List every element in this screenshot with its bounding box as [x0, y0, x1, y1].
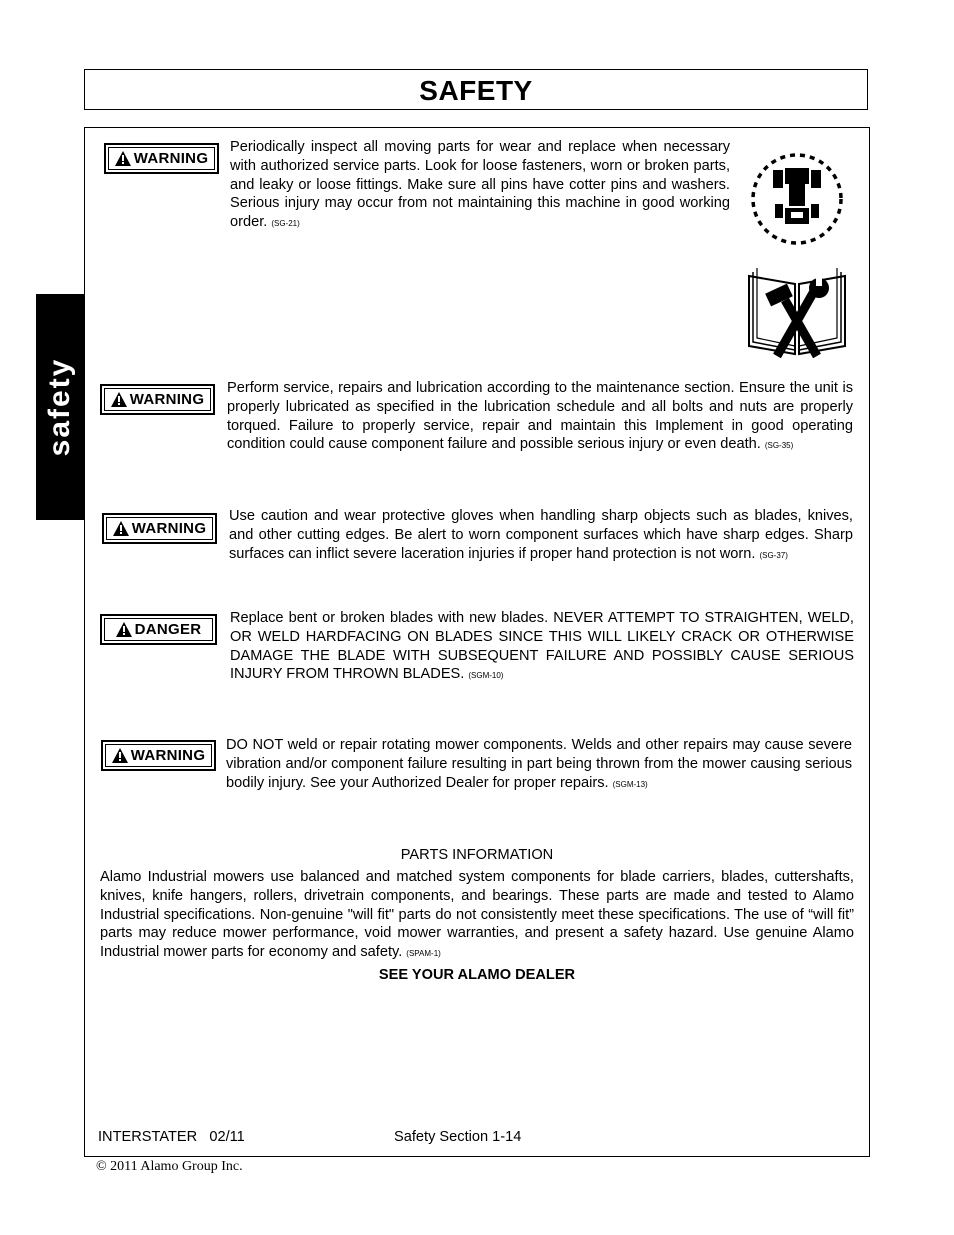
warning-label-text: WARNING [133, 150, 209, 167]
warning-label-text: WARNING [131, 520, 207, 537]
warning-label-1 [104, 143, 219, 174]
danger-text: Replace bent or broken blades with new blades. NEVER ATTEMPT TO STRAIGHTEN, WELD, OR WELD HARDFACING ON BLADES SINCE THIS WILL LIKELY CRACK OR OTHERWISE DAMAGE THE BLADE WITH SUBSEQUENT FAILURE AND POSSIBLY CAUSE SERIOUS INJURY FROM THROWN BLADES. (SGM-10) [230, 610, 854, 683]
page-header [84, 69, 868, 110]
footer-model-date: INTERSTATER 02/11 [98, 1129, 245, 1145]
parts-heading: PARTS INFORMATION [400, 847, 554, 863]
side-tab-label: safety [43, 357, 76, 457]
warning-text-2: Perform service, repairs and lubrication according to the maintenance section. Ensure the unit is properly lubricated as specified in the lubrication schedule and all bolts and nuts are properly torqued. Failure to properly service, repair and maintain this Implement in good operating condition could cause component failure and possible serious injury or even death. (SG-35) [227, 380, 853, 453]
dealer-callout: SEE YOUR ALAMO DEALER [378, 967, 576, 983]
footer-page-number: Safety Section 1-14 [394, 1129, 522, 1145]
danger-label [100, 614, 217, 645]
warning-text-1: Periodically inspect all moving parts for wear and replace when necessary with authorized service parts. Look for loose fasteners, worn or broken parts, and leaky or loose fittings. Make sure all pins have cotter pins and washers. Serious injury may occur from not maintaining this machine in good working order. (SG-21) [230, 139, 730, 231]
page-title: SAFETY [419, 75, 533, 106]
warning-label-3 [102, 513, 217, 544]
warning-label-5 [101, 740, 216, 771]
warning-text-5: DO NOT weld or repair rotating mower components. Welds and other repairs may cause severe vibration and/or component failure resulting in part being thrown from the mower causing serious bodily injury. See your Authorized Dealer for proper repairs. (SGM-13) [226, 737, 852, 791]
warning-label-text: WARNING [130, 747, 206, 764]
parts-text: Alamo Industrial mowers use balanced and matched system components for blade carriers, blades, cuttershafts, knives, knife hangers, rollers, drivetrain components, and bearings. These parts are made and tested to Alamo Industrial specifications. Non-genuine "will fit" parts do not consistently meet these specifications. The use of “will fit” parts may reduce mower performance, void mower warranties, and present a safety hazard. Use genuine Alamo Industrial mower parts for economy and safety. (SPAM-1) [100, 869, 854, 961]
danger-label-text: DANGER [134, 621, 202, 638]
warning-triangle-icon [115, 151, 131, 166]
warning-triangle-icon [112, 748, 128, 763]
warning-label-text: WARNING [129, 391, 205, 408]
warning-triangle-icon [113, 521, 129, 536]
warning-triangle-icon [116, 622, 132, 637]
manual-tools-icon [745, 266, 849, 358]
warning-text-3: Use caution and wear protective gloves when handling sharp objects such as blades, knives, and other cutting edges. Be alert to worn component surfaces which have sharp edges. Sharp surfaces can inflict severe laceration injuries if proper hand protection is not worn. (SG-37) [229, 508, 853, 562]
warning-label-2 [100, 384, 215, 415]
copyright: © 2011 Alamo Group Inc. [96, 1159, 243, 1174]
warning-triangle-icon [111, 392, 127, 407]
tractor-inspection-icon [748, 150, 846, 248]
side-section-tab [36, 294, 84, 520]
